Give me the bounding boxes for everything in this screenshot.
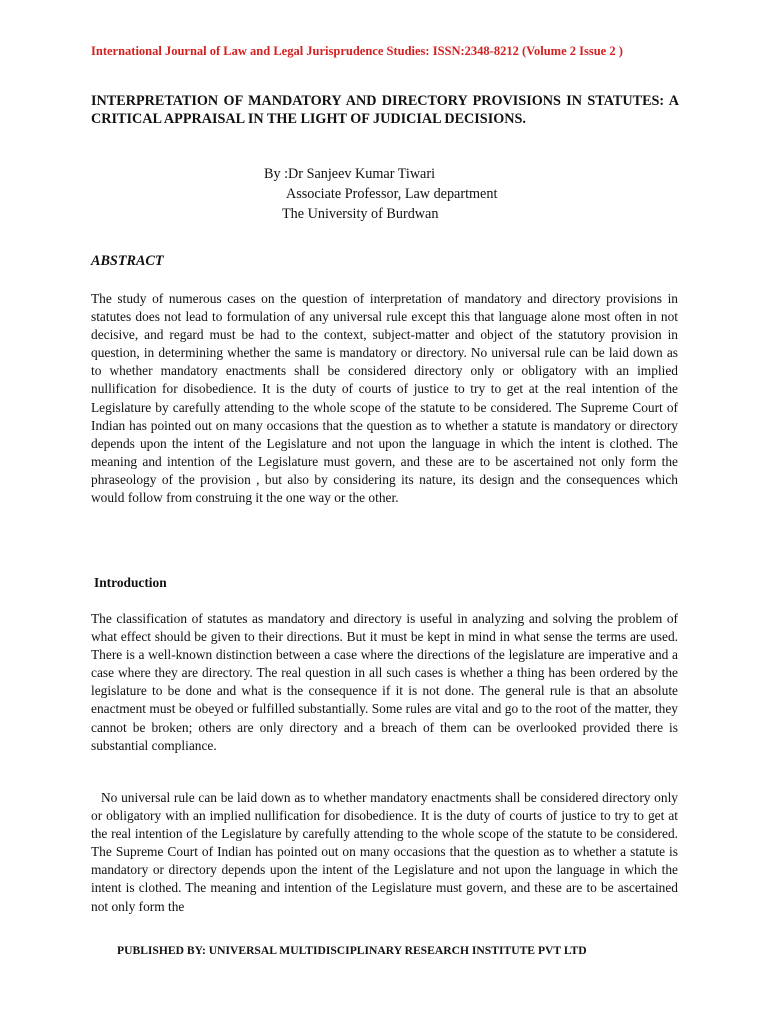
journal-header: International Journal of Law and Legal Jurisprudence Studies: ISSN:2348-8212 (Volume 2 Issue 2 ) — [91, 44, 623, 58]
author-block — [264, 164, 497, 224]
introduction-paragraph-1: The classification of statutes as mandatory and directory is useful in analyzing and solving the problem of what effect should be given to their directions. But it must be kept in mind in what sense the terms are used. There is a well-known distinction between a case where the directions of the legislature are imperative and a case where they are directory. The real question in all such cases is whether a thing has been ordered by the legislature to be done and what is the consequence if it is not done. The general rule is that an absolute enactment must be obeyed or fulfilled substantially. Some rules are vital and go to the root of the matter, they cannot be broken; others are only directory and a breach of them can be overlooked provided there is substantial compliance. — [91, 611, 678, 753]
introduction-paragraph-2: No universal rule can be laid down as to whether mandatory enactments shall be considered directory only or obligatory with an implied nullification for disobedience. It is the duty of courts of justice to try to get at the real intention of the Legislature by carefully attending to the whole scope of the statute to be considered. The Supreme Court of Indian has pointed out on many occasions that the question as to whether a statute is mandatory or directory depends upon the intent of the Legislature and not upon the language in which the intent is clothed. The meaning and intention of the Legislature must govern, and these are to be ascertained not only form the — [91, 790, 678, 914]
publisher-footer: PUBLISHED BY: UNIVERSAL MULTIDISCIPLINARY RESEARCH INSTITUTE PVT LTD — [117, 944, 587, 957]
author-institution: The University of Burdwan — [282, 206, 439, 222]
author-position: Associate Professor, Law department — [286, 186, 498, 202]
abstract-text: The study of numerous cases on the question of interpretation of mandatory and directory provisions in statutes does not lead to formulation of any universal rule except this that language alone most often in not decisive, and regard must be had to the context, subject-matter and object of the statutory provision in question, in determining whether the same is mandatory or directory. No universal rule can be laid down as to whether mandatory enactments shall be considered directory only or obligatory with an implied nullification for disobedience. It is the duty of courts of justice to try to get at the real intention of the Legislature by carefully attending to the whole scope of the statute to be considered. The Supreme Court of Indian has pointed out on many occasions that the question as to whether a statute is mandatory or directory depends upon the intent of the Legislature and not upon the language in which the intent is clothed. The meaning and intention of the Legislature must govern, and these are to be ascertained not only form the phraseology of the provision , but also by considering its nature, its design and the consequences which would follow from construing it the one way or the other. — [91, 291, 678, 506]
introduction-heading: Introduction — [94, 575, 167, 590]
paper-title: INTERPRETATION OF MANDATORY AND DIRECTORY PROVISIONS IN STATUTES: A CRITICAL APPRAISAL IN THE LIGHT OF JUDICIAL DECISIONS. — [91, 93, 679, 127]
abstract-heading: ABSTRACT — [91, 253, 164, 269]
author-byline: By :Dr Sanjeev Kumar Tiwari — [264, 166, 436, 182]
